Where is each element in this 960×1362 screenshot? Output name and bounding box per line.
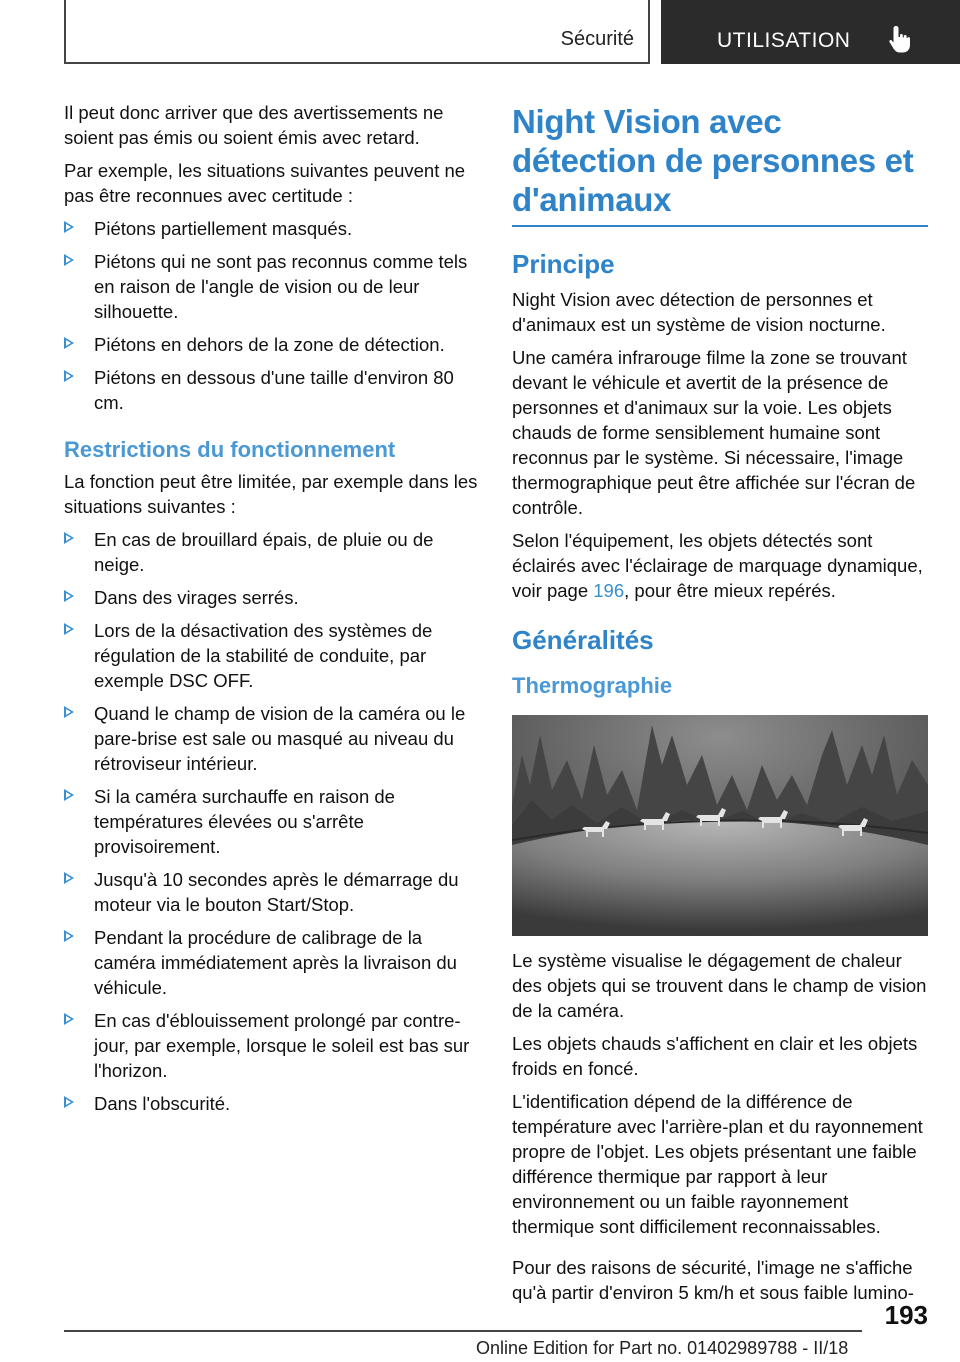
footer-divider [64, 1330, 862, 1332]
list-item: Si la caméra surchauffe en raison de températures élevées ou s'arrête provisoirement. [64, 784, 478, 859]
restrictions-list [64, 527, 478, 1116]
footer-edition: Online Edition for Part no. 01402989788 - II/18 [476, 1338, 849, 1358]
list-item: Piétons en dehors de la zone de détection. [64, 332, 478, 357]
list-item: Pendant la procédure de calibrage de la caméra immédiatement après la livraison du véhicule. [64, 925, 478, 1000]
header-section-box [64, 0, 650, 64]
triangle-bullet-icon [64, 1013, 74, 1025]
list-item: Piétons qui ne sont pas reconnus comme tels en raison de l'angle de vision ou de leur silhouette. [64, 249, 478, 324]
principe-paragraph-2: Une caméra infrarouge filme la zone se trouvant devant le véhicule et avertit de la présence de personnes et d'animaux sur la voie. Les objets chauds de forme sensiblement humaine sont reconnus par le système. Si nécessaire, l'image thermographique peut être affichée sur l'écran de contrôle. [512, 347, 916, 518]
header-section-title: Sécurité [560, 28, 634, 50]
header-chapter-tab[interactable] [661, 0, 960, 64]
hand-pointer-icon [887, 24, 913, 54]
list-item: En cas de brouillard épais, de pluie ou de neige. [64, 527, 478, 577]
list-item: En cas d'éblouissement prolongé par contre-jour, par exemple, lorsque le soleil est bas sur l'horizon. [64, 1008, 478, 1083]
triangle-bullet-icon [64, 930, 74, 942]
header-chapter-label: UTILISATION [717, 29, 851, 52]
list-item: Dans l'obscurité. [64, 1091, 478, 1116]
thermographie-heading: Thermographie [512, 673, 673, 698]
restrictions-heading: Restrictions du fonctionnement [64, 437, 396, 462]
triangle-bullet-icon [64, 254, 74, 266]
list-item: Piétons partiellement masqués. [64, 216, 478, 241]
restrictions-paragraph: La fonction peut être limitée, par exemple dans les situations suivantes : [64, 471, 478, 517]
right-column [512, 100, 928, 1313]
triangle-bullet-icon [64, 370, 74, 382]
example-paragraph: Par exemple, les situations suivantes peuvent ne pas être reconnues avec certitude : [64, 160, 466, 206]
pedestrian-list [64, 216, 478, 415]
list-item: Dans des virages serrés. [64, 585, 478, 610]
list-item: Quand le champ de vision de la caméra ou le pare-brise est sale ou masqué au niveau du rétroviseur intérieur. [64, 701, 478, 776]
triangle-bullet-icon [64, 221, 74, 233]
left-column [64, 100, 478, 1124]
triangle-bullet-icon [64, 590, 74, 602]
list-item: Jusqu'à 10 secondes après le démarrage du moteur via le bouton Start/Stop. [64, 867, 478, 917]
intro-paragraph: Il peut donc arriver que des avertissements ne soient pas émis ou soient émis avec retard. [64, 102, 444, 148]
generalites-heading: Généralités [512, 625, 654, 655]
triangle-bullet-icon [64, 1096, 74, 1108]
triangle-bullet-icon [64, 872, 74, 884]
thermo-paragraph-4: Pour des raisons de sécurité, l'image ne s'affiche qu'à partir d'environ 5 km/h et sous faible lumino- [512, 1257, 914, 1303]
principe-paragraph-3: Selon l'équipement, les objets détectés sont éclairés avec l'éclairage de marquage dynamique, voir page 196, pour être mieux repérés. [512, 530, 923, 601]
thermo-paragraph-2: Les objets chauds s'affichent en clair et les objets froids en foncé. [512, 1033, 918, 1079]
thermo-paragraph-1: Le système visualise le dégagement de chaleur des objets qui se trouvent dans le champ de vision de la caméra. [512, 950, 927, 1021]
triangle-bullet-icon [64, 337, 74, 349]
principe-paragraph-1: Night Vision avec détection de personnes et d'animaux est un système de vision nocturne. [512, 289, 886, 335]
ground-field [512, 820, 928, 936]
page-number: 193 [884, 1300, 928, 1330]
thermal-image-illustration [512, 715, 928, 936]
section-title: Night Vision avec détection de personnes et d'animaux [512, 102, 928, 227]
list-item: Piétons en dessous d'une taille d'environ 80 cm. [64, 365, 478, 415]
triangle-bullet-icon [64, 789, 74, 801]
triangle-bullet-icon [64, 623, 74, 635]
thermo-paragraph-3: L'identification dépend de la différence de température avec l'arrière-plan et du rayonnement propre de l'objet. Les objets présentant une faible différence thermique par rapport à leur environnement ou un faible rayonnement thermique sont difficilement reconnaissables. [512, 1091, 923, 1237]
triangle-bullet-icon [64, 706, 74, 718]
list-item: Lors de la désactivation des systèmes de régulation de la stabilité de conduite, par exemple DSC OFF. [64, 618, 478, 693]
principe-heading: Principe [512, 249, 615, 279]
page-reference-link[interactable]: 196 [593, 580, 625, 601]
triangle-bullet-icon [64, 532, 74, 544]
